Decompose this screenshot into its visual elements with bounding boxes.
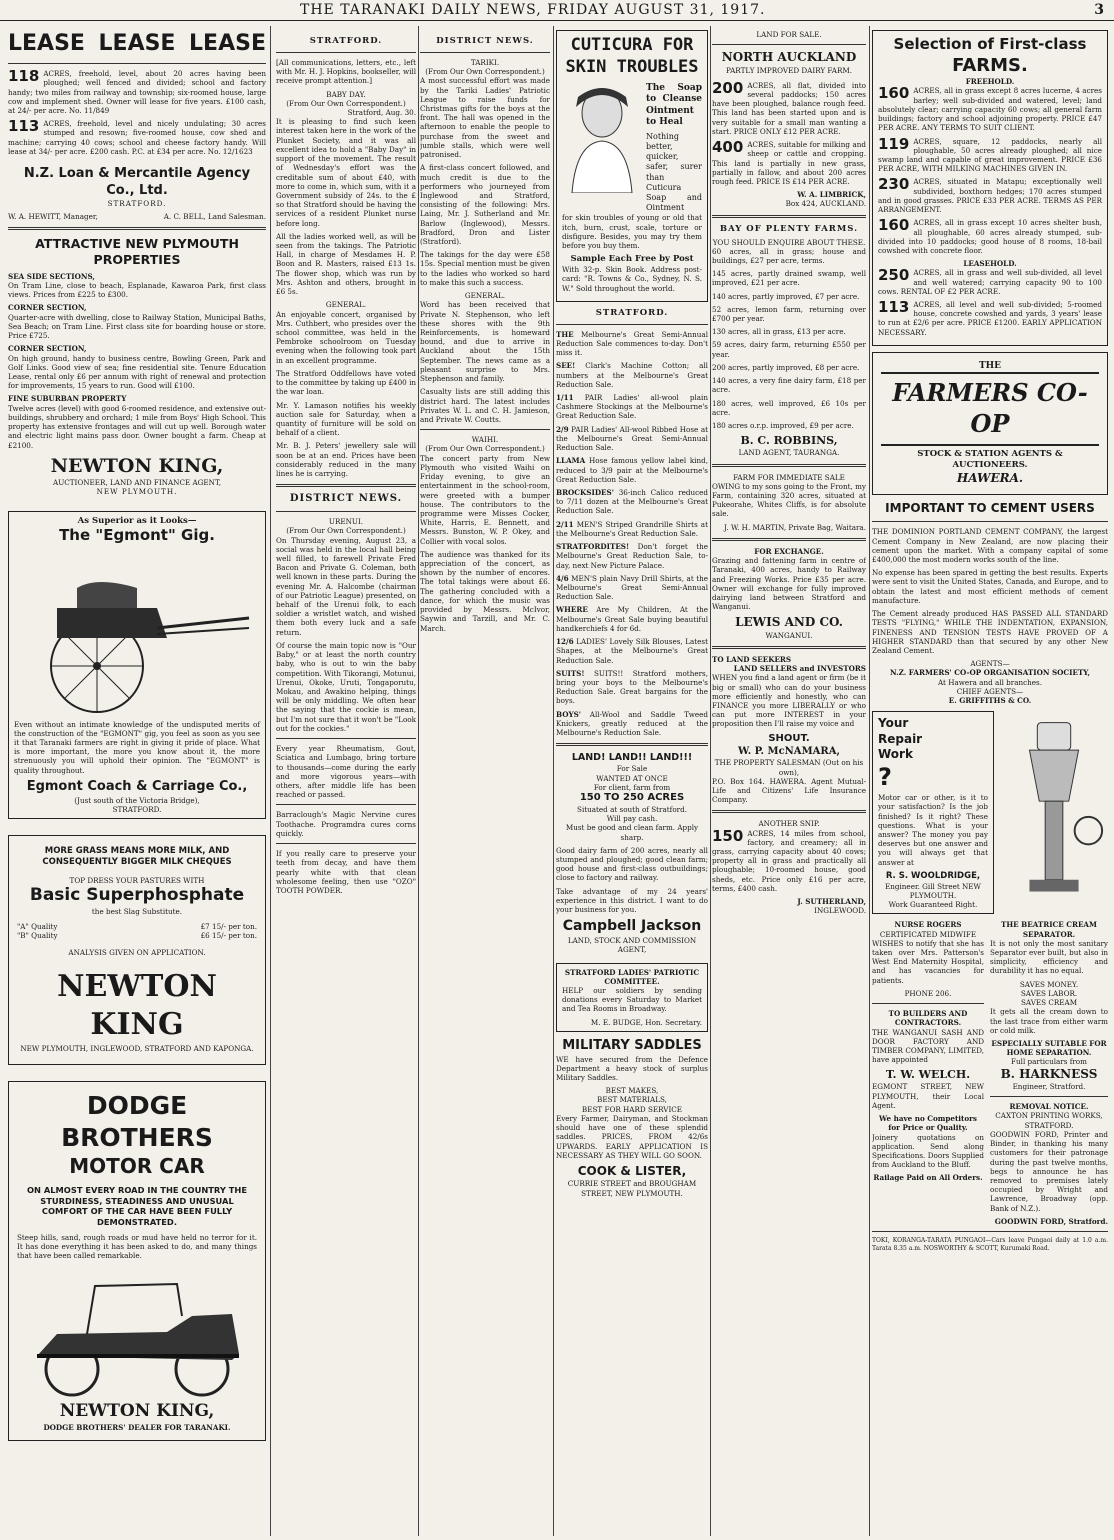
- harkness-sub: Engineer, Stratford.: [1012, 1081, 1086, 1091]
- land-title: LAND! LAND!! LAND!!!: [571, 752, 693, 764]
- cuticura-title-2: SKIN TROUBLES: [565, 56, 699, 77]
- limbrick-address: Box 424, AUCKLAND.: [785, 199, 866, 209]
- district-news-heading: DISTRICT NEWS.: [289, 493, 403, 505]
- dodge-brothers-advert: [8, 1081, 266, 1442]
- article-paragraph: An enjoyable concert, organised by Mrs. Cuthbert, who presides over the school committee, was held in the Pembroke schoolroom on Tuesday evening when the following took part in an excellent programme.: [276, 309, 416, 365]
- article-paragraph: Every year Rheumatism, Gout, Sciatica and Lumbago, bring torture to thousands—come during the early and more vigorous years—with others, after middle life has been reached or passed.: [276, 744, 416, 800]
- cuticura-side: The Soap to Cleanse Ointment to Heal: [646, 82, 702, 128]
- superphosphate-advert: MORE GRASS MEANS MORE MILK, AND CONSEQUENTLY BIGGER MILK CHEQUES TOP DRESS YOUR PASTURES WITH Basic Superphosphate the best Slag Substitute. "A" Quality £7 15/- per ton. "B" Quality £6 15/- per ton. ANALYSIS GIVEN ON APPLICATION. NEWTON KING NEW PLYMOUTH, INGLEWOOD, STRATFORD AND KAPONGA.: [8, 835, 266, 1065]
- freehold-heading: FREEHOLD.: [965, 77, 1015, 87]
- cement-paragraph: The Cement already produced HAS PASSED ALL STANDARD TESTS "FLYING," WHILE THE INDENTATION, EXPANSION, FINENESS AND TENSION TESTS HAVE PROVED OF A HIGHER STANDARD than that secured by any other New Zealand Cement.: [872, 609, 1108, 655]
- farm-listing: 200 acres, partly improved, £8 per acre.: [712, 362, 860, 372]
- lease-word-2: LEASE: [98, 31, 176, 56]
- cream-separator-illustration: [1000, 711, 1108, 911]
- salesman: A. C. BELL, Land Salesman.: [163, 211, 266, 221]
- beatrice-line: SAVES LABOR.: [1020, 988, 1078, 998]
- coach-place: STRATFORD.: [112, 804, 162, 814]
- sale-item: SUITS! SUITS!! Stratford mothers, bring your boys to the Melbourne's Reduction Sale. Great bargains for the boys.: [556, 668, 708, 706]
- dateline: Stratford, Aug. 30.: [347, 107, 416, 117]
- cook-lister-address: CURRIE STREET and BROUGHAM STREET, NEW PLYMOUTH.: [567, 1179, 697, 1198]
- baby-day-heading: BABY DAY.: [326, 89, 366, 99]
- column-2: [276, 30, 416, 1535]
- harkness-name: B. HARKNESS: [1000, 1066, 1098, 1081]
- wooldridge-name: R. S. WOOLDRIDGE,: [885, 870, 981, 881]
- article-paragraph: A most successful effort was made by the Tariki Ladies' Patriotic League to raise funds for Christmas gifts for the boys at the front. The hall was opened in the afternoon to enable the people to purchase from the sweet and jumble stalls, which were well patronised.: [420, 76, 550, 160]
- land-client: For client, farm from: [593, 782, 671, 792]
- repair-t3: Work: [878, 746, 913, 761]
- urenui-heading: URENUI.: [328, 517, 364, 527]
- farm-listing: 130 acres, all in grass, £13 per acre.: [712, 327, 846, 337]
- byline: (From Our Own Correspondent.): [425, 444, 545, 454]
- cement-title: IMPORTANT TO CEMENT USERS: [885, 500, 1095, 515]
- lease-word-1: LEASE: [8, 31, 85, 56]
- cuticura-offer: Sample Each Free by Post: [570, 254, 694, 265]
- cement-chief: CHIEF AGENTS—: [956, 686, 1024, 696]
- article-paragraph: If you really care to preserve your teeth from decay, and have them pearly white with that clean wholesome feeling, then use "OZO" TOOTH POWDER.: [276, 849, 416, 895]
- land-acres: 150 TO 250 ACRES: [579, 792, 685, 804]
- nz-loan-company: N.Z. Loan & Mercantile Agency Co., Ltd.: [23, 166, 251, 198]
- article-paragraph: All the ladies worked well, as will be seen from the takings. The Patriotic Hall, in charge of Mesdames H. P. Boon and R. Masters, raised £13 1s. The flower shop, which was run by Mrs. Ashton and others, brought in £6 5s.: [276, 231, 416, 297]
- byline: (From Our Own Correspondent.): [286, 98, 406, 108]
- leasehold-heading: LEASEHOLD.: [963, 259, 1017, 269]
- tariki-heading: TARIKI.: [470, 57, 500, 67]
- sale-item: 2/9 PAIR Ladies' All-wool Ribbed Hose at the Melbourne's Great Semi-Annual Reduction Sale.: [556, 424, 708, 453]
- farm-listing: 180 acres o.r.p. improved, £9 per acre.: [712, 421, 854, 431]
- column-1: [8, 30, 266, 1535]
- cement-paragraph: THE DOMINION PORTLAND CEMENT COMPANY, the largest Cement Company in New Zealand, are now placing their cement upon the market. With a company capital of some £400,000 the most modern works south of the line.: [872, 527, 1108, 564]
- sutherland-place: INGLEWOOD.: [814, 906, 866, 916]
- cook-lister-name: COOK & LISTER,: [577, 1163, 687, 1178]
- campbell-jackson-name: Campbell Jackson: [562, 918, 702, 935]
- sale-item: BROCKSIDES' 36-inch Calico reduced to 7/11 dozen at the Melbourne's Great Reduction Sale.: [556, 488, 708, 516]
- saddles-text-2: Every Farmer, Dairyman, and Stockman should have one of these splendid saddles. PRICES, FROM 42/6s UPWARDS. EARLY APPLICATION IS NECESSARY AS THEY WILL GO SOON.: [556, 1113, 708, 1160]
- patriotic-sign: M. E. BUDGE, Hon. Secretary.: [590, 1017, 702, 1027]
- sutherland-name: J. SUTHERLAND,: [797, 897, 866, 907]
- wooldridge-work: Work Guaranteed Right.: [888, 900, 978, 910]
- sale-item: THE Melbourne's Great Semi-Annual Reduction Sale commences to-day. Don't miss it.: [556, 329, 708, 358]
- nurse-text: WISHES to notify that she has taken over Mrs. Patterson's West End Maternity Hospital, and has vacancies for patients.: [872, 938, 984, 985]
- mcnamara-sub: THE PROPERTY SALESMAN (Out on his own),: [714, 758, 864, 777]
- farms-title-1: Selection of First-class: [893, 35, 1087, 53]
- removal-text: GOODWIN FORD, Printer and Binder, in thanking his many customers for their patronage during the past twelve months, begs to announce he has removed to premises lately occupied by Wright and Lawrence, Broadway (opp. Bank of N.Z.).: [990, 1129, 1108, 1213]
- cement-at: At Hawera and all branches.: [937, 677, 1042, 687]
- article-paragraph: The concert party from New Plymouth who visited Waihi on Friday evening, to give an entertainment in the school-room, were greeted with a bumper house. The contributors to the programme were Misses Cocker, White, Harris, E. Bennett, and Messrs. Bunston, W. P. Okey, and Collier with vocal solos.: [420, 453, 550, 546]
- stratford-note: [All communications, letters, etc., left with Mr. H. J. Hopkins, bookseller, will receive prompt attention.]: [276, 57, 416, 86]
- welch-joinery: Joinery quotations on application. Send along Specifications. Doors Supplied from Auckland to the Bluff.: [872, 1132, 984, 1170]
- newton-king-name: NEWTON KING,: [50, 454, 224, 477]
- lewis-name: LEWIS AND CO.: [735, 615, 843, 630]
- removal-notice: [990, 1102, 1108, 1226]
- lewis-place: WANGANUI.: [765, 630, 813, 640]
- sale-item: BOYS' All-Wool and Saddle Tweed Knickers, greatly reduced at the Melbourne's Reduction Sale.: [556, 709, 708, 738]
- cuticura-title-1: CUTICURA FOR: [570, 35, 694, 55]
- coach-sub: (Just south of the Victoria Bridge),: [74, 795, 200, 805]
- column-4: [556, 30, 708, 1535]
- article-paragraph: Of course the main topic now is "Our Baby," or at least the north country baby, who is out to win the baby competition. With Tikorangi, Motunui, Urenui, Okoke, Uruti, Tongaporutu, Mokau, and Awakino helping, things will be only middling. We often hear the saying that the cockie is mean, but I'm not sure that it won't be "Look out for the cockies.": [276, 640, 416, 733]
- gig-title: The "Egmont" Gig.: [59, 526, 215, 545]
- land-will: Will pay cash.: [606, 814, 658, 824]
- nurse-sub: CERTIFICATED MIDWIFE: [879, 929, 977, 939]
- page-number: 3: [1094, 2, 1104, 18]
- wooldridge-sub: Engineer. Gill Street NEW PLYMOUTH.: [885, 881, 981, 900]
- general-heading: GENERAL.: [464, 291, 506, 301]
- article-paragraph: The Stratford Oddfellows have voted to the committee by taking up £400 in the war loan.: [276, 368, 416, 397]
- repair-t2: Repair: [878, 731, 923, 746]
- newton-king-places: NEW PLYMOUTH, INGLEWOOD, STRATFORD AND KAPONGA.: [20, 1044, 254, 1054]
- cuticura-side-2: Nothing better, quicker, safer, surer than Cuticura Soap and Ointment: [646, 131, 702, 213]
- beatrice-text-2: It gets all the cream down to the last trace from either warm or cold milk.: [990, 1007, 1108, 1035]
- patriotic-title: STRATFORD LADIES' PATRIOTIC COMMITTEE.: [564, 967, 700, 986]
- bay-of-plenty-sub: YOU SHOULD ENQUIRE ABOUT THESE.: [712, 237, 866, 247]
- article-paragraph: On Thursday evening, August 23, a social was held in the local hall being well filled, to farewell Private Fred Bacon and Private G. Coleman, both well known in these parts. During the evening Mr. A. Halcombe (chairman of our Patriotic League) presented, on behalf of the Urenui folk, to each soldier a wristlet watch, and wished them both every luck and a safe return.: [276, 535, 416, 637]
- another-snip-heading: ANOTHER SNIP.: [758, 819, 820, 829]
- lease-advert: [8, 30, 266, 221]
- martin-name: J. W. H. MARTIN, Private Bag, Waitara.: [724, 522, 866, 532]
- waihi-heading: WAIHI.: [471, 435, 499, 445]
- land-take: Take advantage of my 24 years' experience in this district. I want to do your business for you.: [556, 886, 708, 915]
- builders-advert: [872, 1009, 984, 1183]
- shout: SHOUT.: [768, 732, 810, 744]
- agent-subtitle: AUCTIONEER, LAND AND FINANCE AGENT,: [53, 478, 221, 488]
- gig-text: Even without an intimate knowledge of the undisputed merits of the construction of the "EGMONT" gig, you feel as soon as you see it that Taranaki farmers are right in giving it pride of place. What is more important, the more you know about it, the more strenuously you will uphold their opinion. The "EGMONT" is quality throughout.: [14, 719, 260, 775]
- dodge-agent: NEWTON KING,: [59, 1401, 215, 1422]
- newton-king-big: NEWTON KING: [57, 968, 217, 1042]
- removal-sign: GOODWIN FORD, Stratford.: [994, 1216, 1108, 1226]
- farm-listing: 180 acres, well improved, £6 10s per acre.: [712, 398, 866, 417]
- coop-line-4: HAWERA.: [956, 470, 1024, 485]
- military-saddles-advert: [556, 1038, 708, 1198]
- article-paragraph: A first-class concert followed, and much credit is due to the performers who journeyed from Inglewood and Stratford, consisting of the following: Mrs. Laing, Mr. J. Sutherland and Mr. Barlow (Inglewood), Messrs. Bradford, Dron and Lister (Stratford).: [420, 163, 550, 247]
- agent-place: NEW PLYMOUTH.: [96, 487, 178, 497]
- patriotic-text: HELP our soldiers by sending donations every Saturday to Market and Tea Rooms in Broadway.: [562, 986, 702, 1014]
- patriotic-committee-notice: [556, 963, 708, 1032]
- sale-item: LLAMA Hose famous yellow label kind, reduced to 3/9 pair at the Melbourne's Great Reduction Sale.: [556, 456, 708, 484]
- article-paragraph: Casualty lists are still adding this district hard. The latest includes Privates W. L. and C. H. Jamieson, and Private W. Coutts.: [420, 387, 550, 424]
- saddles-line: BEST FOR HARD SERVICE: [581, 1104, 683, 1114]
- north-auckland-sub: PARTLY IMPROVED DAIRY FARM.: [725, 65, 853, 75]
- seekers-heading-2: LAND SELLERS and INVESTORS: [733, 664, 866, 674]
- coach-company: Egmont Coach & Carriage Co.,: [26, 778, 248, 794]
- farm-listing: 145 acres, partly drained swamp, well improved, £21 per acre.: [712, 269, 866, 288]
- farm-listing: 52 acres, lemon farm, returning over £700 per year.: [712, 304, 866, 324]
- farm-listing: 59 acres, dairy farm, returning £550 per year.: [712, 340, 866, 359]
- cuticura-text: for skin troubles of young or old that itch, burn, crust, scale, torture or disfigure. Besides, you may try them before you buy them.: [562, 213, 702, 251]
- article-paragraph: It is pleasing to find such keen interest taken here in the work of the Plunket Society, and it was all excellent idea to hold a "Baby Day" in support of the movement. The result of Wednesday's effort was the creditable sum of about £40, with more to come in, which sum, with it a Government subsidy of 24s. to the £ so that Stratford should be having the services of a resident Plunket nurse before long.: [276, 117, 416, 228]
- robbins-name: B. C. ROBBINS,: [740, 434, 838, 448]
- gig-illustration: [17, 548, 257, 718]
- cuticura-address: With 32-p. Skin Book. Address post-card: "R. Towns & Co., Sydney, N. S. W." Sold throughout the world.: [562, 265, 702, 293]
- gig-tagline: As Superior as it Looks—: [77, 515, 197, 526]
- land-where: Situated at south of Stratford.: [577, 804, 687, 814]
- grass-headline: MORE GRASS MEANS MORE MILK, AND CONSEQUENTLY BIGGER MILK CHEQUES: [42, 845, 232, 867]
- repair-t1: Your: [878, 716, 909, 731]
- article-paragraph: Barraclough's Magic Nervine cures Toothache. Programdra cures corns quickly.: [276, 810, 416, 838]
- cement-advert: [872, 501, 1108, 705]
- beatrice-esp: ESPECIALLY SUITABLE FOR HOME SEPARATION.: [991, 1038, 1107, 1058]
- limbrick-name: W. A. LIMBRICK,: [797, 190, 866, 200]
- dodge-sub: MOTOR CAR: [69, 1153, 205, 1178]
- nurse-phone: PHONE 206.: [904, 988, 952, 998]
- sale-item: 12/6 LADIES' Lovely Silk Blouses, Latest Shapes, at the Melbourne's Great Reduction Sale.: [556, 637, 708, 665]
- district-news-heading-2: DISTRICT NEWS.: [436, 36, 534, 46]
- welch-name: T. W. WELCH.: [885, 1068, 971, 1082]
- beatrice-line: SAVES MONEY.: [1019, 979, 1079, 989]
- melbourne-sale-list: [556, 330, 708, 738]
- cement-agents: AGENTS—: [970, 659, 1010, 669]
- motor-car-illustration: [17, 1264, 257, 1399]
- coop-line-1: THE: [978, 360, 1002, 371]
- beatrice-title: THE BEATRICE CREAM SEPARATOR.: [1001, 920, 1097, 939]
- exchange-text: Grazing and fattening farm in centre of Taranaki, 400 acres, handy to Railway and Freezing Works. Price £35 per acre. Owner will exchange for fully improved dairying land between Stratford and Wanganui.: [712, 556, 866, 612]
- dodge-text: Steep hills, sand, rough roads or mud have held no terror for it. It has done everything it has been asked to do, and many things that have been called remarkable.: [17, 1232, 257, 1260]
- article-paragraph: Mr. Y. Lamason notifies his weekly auction sale for Saturday, when a quantity of furniture will be sold on behalf of a client.: [276, 400, 416, 438]
- beatrice-text: It is not only the most sanitary Separator ever built, but also in simplicity, efficiency and durability it has no equal.: [990, 938, 1108, 976]
- north-auckland-heading: NORTH AUCKLAND: [721, 50, 857, 65]
- mcnamara-address: P.O. Box 164. HAWERA. Agent Mutual-Life and Citizens' Life Insurance Company.: [712, 776, 866, 805]
- coop-line-3: STOCK & STATION AGENTS & AUCTIONEERS.: [917, 448, 1063, 470]
- lease-item: 113 ACRES, freehold, level and nicely undulating; 30 acres stumped and resown; five-roomed house, cow shed and machine; carrying 40 cows; school and cheese factory handy. Will lease at 34/- per acre. £200 cash. P.C. at £34 per acre. No. 12/1623: [8, 117, 266, 156]
- superphosphate-title: Basic Superphosphate: [29, 884, 245, 905]
- land-sub: For Sale: [616, 764, 648, 774]
- woman-portrait-illustration: [562, 83, 642, 193]
- saddles-text: WE have secured from the Defence Department a heavy stock of surplus Military Saddles.: [556, 1054, 708, 1082]
- bay-of-plenty-list: [712, 247, 866, 431]
- attractive-heading: ATTRACTIVE NEW PLYMOUTH PROPERTIES: [35, 235, 239, 267]
- repair-text: Motor car or other, is it to your satisfaction? Is the job finished? Is it right? These questions. What is your answer? The money you pay deserves but one answer and you will always get that answer at: [878, 793, 988, 867]
- saddles-line: BEST MATERIALS,: [597, 1095, 667, 1105]
- sale-item: 1/11 PAIR Ladies' all-wool plain Cashmere Stockings at the Melbourne's Great Reduction Sale.: [556, 393, 708, 421]
- sale-item: SEE! Clark's Machine Cotton; all numbers at the Melbourne's Great Reduction Sale.: [556, 361, 708, 389]
- nurse-rogers-advert: [872, 920, 984, 998]
- egmont-gig-advert: [8, 511, 266, 819]
- robbins-sub: LAND AGENT, TAURANGA.: [738, 448, 840, 458]
- cement-society: N.Z. FARMERS' CO-OP ORGANISATION SOCIETY,: [889, 668, 1091, 678]
- removal-sub: CAXTON PRINTING WORKS, STRATFORD.: [995, 1111, 1103, 1130]
- removal-title: REMOVAL NOTICE.: [1009, 1102, 1089, 1112]
- first-class-farms-advert: Selection of First-class FARMS. FREEHOLD. 160 ACRES, all in grass except 8 acres lucerne, 4 acres barley; well sub-divided and watered, level; land absolutely clear; carrying capacity 60 cows; all general farm buildings; factory and school adjoining property. PRICE £47 PER ACRE. ANY TERMS TO SUIT CLIENT. 119 ACRES, square, 12 paddocks, nearly all ploughable, 50 acres already ploughed; all nice swamp land and capable of great improvement. PRICE £36 PER ACRE, WITH MILKING MACHINES GIVEN IN. 230 ACRES, situated in Matapu; exceptionally well subdivided, boxthorn hedges; 170 acres stumped and in good grasses. PRICE £33 PER ACRE. TERMS AS PER ARRANGEMENT. 160 ACRES, all in grass except 10 acres shelter bush, all ploughable, 60 acres already stumped, sub-divided into 10 paddocks; good house of 8 rooms, 18-bail cowshed with concrete floor. LEASEHOLD. 250 ACRES, all in grass and well sub-divided, all level and well watered; carrying capacity 90 to 100 cows. RENTAL OF £2 PER ACRE. 113 ACRES, all level and well sub-divided; 5-roomed house, concrete cowshed and yards, 3 years' lease to run at £2/6 per acre. PRICE £1200. EARLY APPLICATION NECESSARY.: [872, 30, 1108, 346]
- article-paragraph: The audience was thanked for its appreciation of the concert, as shown by the number of encores. The total takings were about £6. The gathering concluded with a dance, for which the music was provided by Messrs. McIvor, Saywin and Tarzill, and Mr. C. March.: [420, 549, 550, 633]
- dodge-title: DODGE BROTHERS: [61, 1090, 213, 1152]
- lease-word-3: LEASE: [189, 31, 266, 56]
- question-mark-icon: ?: [878, 763, 892, 792]
- farm-listing: 140 acres, partly improved, £7 per acre.: [712, 291, 860, 301]
- welch-address: EGMONT STREET, NEW PLYMOUTH, their Local Agent.: [872, 1082, 984, 1110]
- article-paragraph: Mr. B. J. Peters' jewellery sale will soon be at an end. Prices have been considerably reduced in the many lines he is carrying.: [276, 441, 416, 479]
- lease-item: 118 ACRES, freehold, level, about 20 acres having been ploughed; well fenced and divided; school and factory handy; two miles from railway and township; six-roomed house, large cow and implement shed. Owner will lease for five years. £100 cash, at 24/- per acre. No. 11/849: [8, 67, 266, 116]
- new-plymouth-properties-advert: ATTRACTIVE NEW PLYMOUTH PROPERTIES SEA SIDE SECTIONS, On Tram Line, close to beach, Esplanade, Kawaroa Park, first class views. Prices from £225 to £300. CORNER SECTION, Quarter-acre with dwelling, close to Railway Station, Municipal Baths, Sea Beach; on Tram Line. First class site for boarding house or store. Price £725. CORNER SECTION, On high ground, handy to business centre, Bowling Green, Park and Golf Links. Good view of sea; fine residential site. Tenure Education Lease, rental only £6 per annum with right of renewal and protection for improvements, 15 years to run. Good will £100. FINE SUBURBAN PROPERTY Twelve acres (level) with good 6-roomed residence, and extensive out-buildings, shrubbery and orchard; 1 mile from Boys' High School. This property has extensive frontages and will cut up well. Borough water and electric light mains pass door. Owner bought a farm. Cheap at £2100. NEWTON KING, AUCTIONEER, LAND AND FINANCE AGENT, NEW PLYMOUTH.: [8, 235, 266, 497]
- land-paragraph: Good dairy farm of 200 acres, nearly all stumped and ploughed; good clean farm; good house and first-class outbuildings; close to factory and railway.: [556, 845, 708, 883]
- sale-item: 4/6 MEN'S plain Navy Drill Shirts, at the Melbourne's Great Semi-Annual Reduction Sale.: [556, 573, 708, 602]
- saddles-line: BEST MAKES,: [605, 1086, 659, 1096]
- repair-work-advert: [872, 711, 994, 914]
- beatrice-separator-advert: [990, 920, 1108, 1091]
- sale-item: 2/11 MEN'S Striped Grandrille Shirts at the Melbourne's Great Reduction Sale.: [556, 519, 708, 538]
- stratford-heading: STRATFORD.: [309, 36, 383, 46]
- cement-griffiths: E. GRIFFITHS & CO.: [948, 696, 1032, 706]
- article-paragraph: The takings for the day were £58 15s. Special mention must be given to the ladies who worked so hard to make this such a success.: [420, 250, 550, 287]
- analysis-note: ANALYSIS GIVEN ON APPLICATION.: [68, 948, 206, 958]
- farms-title-2: FARMS.: [952, 55, 1028, 77]
- coach-timetable-note: TOKI, KORANGA-TARATA PUNGAOI—Cars leave Pungaoi daily at 1.0 a.m. Tarata 8.35 a.m. NOSWORTHY & SCOTT, Kurumaki Road.: [872, 1237, 1108, 1252]
- bay-of-plenty-heading: BAY OF PLENTY FARMS.: [719, 223, 859, 234]
- coop-line-2: FARMERS CO-OP: [881, 372, 1099, 445]
- builders-text: THE WANGANUI SASH AND DOOR FACTORY AND TIMBER COMPANY, LIMITED, have appointed: [872, 1027, 984, 1065]
- cement-paragraph: No expense has been spared in getting the best results. Experts were sent to visit the United States, Canada, and Europe, and to obtain the latest and most efficient methods of cement manufacture.: [872, 568, 1108, 605]
- company-place: STRATFORD.: [107, 199, 167, 209]
- land-for-sale-heading: LAND FOR SALE.: [756, 30, 822, 39]
- campbell-jackson-sub: LAND, STOCK AND COMMISSION AGENT,: [567, 936, 697, 955]
- cuticura-advert: [556, 30, 708, 302]
- stratford-heading-2: STRATFORD.: [595, 307, 669, 318]
- farm-listing: 140 acres, a very fine dairy farm, £18 per acre.: [712, 376, 866, 395]
- byline: (From Our Own Correspondent.): [286, 526, 406, 536]
- sale-item: STRATFORDITES! Don't forget the Melbourne's Great Reduction Sale, to-day, next New Picture Palace.: [556, 542, 708, 570]
- builders-title: TO BUILDERS AND CONTRACTORS.: [888, 1009, 968, 1028]
- land-want: WANTED AT ONCE: [596, 773, 668, 783]
- saddles-title: MILITARY SADDLES: [562, 1037, 702, 1053]
- article-paragraph: Word has been received that Private N. Stephenson, who left these shores with the 9th Reinforcements, is homeward bound, and due to arrive in Auckland about the 15th September. The news came as a pleasant surprise to Mrs. Stephenson and family.: [420, 300, 550, 384]
- dodge-tagline: ON ALMOST EVERY ROAD IN THE COUNTRY THE STURDINESS, STEADINESS AND UNUSUAL COMFORT OF THE CAR HAVE BEEN FULLY DEMONSTRATED.: [26, 1185, 248, 1227]
- seekers-text: WHEN you find a land agent or firm (be it big or small) who can do your business more efficiently and honestly, who can FINANCE you more LIBERALLY or who can put more INTEREST in your proposition then I'll raise my voice and: [712, 673, 866, 729]
- land-good: Must be good and clean farm. Apply sharp.: [565, 823, 699, 842]
- immediate-sale-heading: FARM FOR IMMEDIATE SALE: [733, 472, 845, 482]
- nurse-title: NURSE ROGERS: [894, 920, 962, 930]
- manager: W. A. HEWITT, Manager,: [8, 211, 98, 221]
- sale-item: WHERE Are My Children, At the Melbourne's Great Sale buying beautiful handkerchiefs 4 for 6d.: [556, 605, 708, 633]
- grass-sub2: the best Slag Substitute.: [91, 906, 183, 916]
- welch-competitors: We have no Competitors for Price or Quality.: [879, 1114, 977, 1133]
- beatrice-line: SAVES CREAM: [1020, 998, 1078, 1008]
- grass-sub: TOP DRESS YOUR PASTURES WITH: [69, 875, 205, 885]
- farmers-coop-advert: [872, 352, 1108, 495]
- land-wanted-advert: [556, 752, 708, 954]
- immediate-sale-text: OWING to my sons going to the Front, my Farm, containing 320 acres, situated at Pukeorahe, Whites Cliffs, is for absolute sale.: [712, 481, 866, 519]
- dodge-agent-sub: DODGE BROTHERS' DEALER FOR TARANAKI.: [43, 1422, 231, 1432]
- farm-listing: 60 acres, all in grass; house and buildings, £27 per acre, terms.: [712, 246, 866, 265]
- masthead-title: THE TARANAKI DAILY NEWS, FRIDAY AUGUST 31, 1917.: [300, 2, 766, 18]
- byline: (From Our Own Correspondent.): [425, 67, 545, 77]
- mcnamara-name: W. P. McNAMARA,: [738, 745, 840, 757]
- column-5: LAND FOR SALE. NORTH AUCKLAND PARTLY IMPROVED DAIRY FARM. 200 ACRES, all flat, divided into several paddocks; 150 acres have been ploughed, balance rough feed. This land has been started upon and is very suitable for a small man wanting a start. PRICE ONLY £12 PER ACRE. 400 ACRES, suitable for milking and sheep or cattle and cropping. This land is partially in new grass, partially in fallow, and about 200 acres rough feed. PRICE IS £14 PER ACRE. W. A. LIMBRICK, Box 424, AUCKLAND. BAY OF PLENTY FARMS. YOU SHOULD ENQUIRE ABOUT THESE. 60 acres, all in grass; house and buildings, £27 per acre, terms. 145 acres, partly drained swamp, well improved, £21 per acre. 140 acres, partly improved, £7 per acre. 52 acres, lemon farm, returning over £700 per year. 130 acres, all in grass, £13 per acre. 59 acres, dairy farm, returning £550 per year. 200 acres, partly improved, £8 per acre. 140 acres, a very fine dairy farm, £18 per acre. 180 acres, well improved, £6 10s per acre. 180 acres o.r.p. improved, £9 per acre. B. C. ROBBINS, LAND AGENT, TAURANGA. FARM FOR IMMEDIATE SALE OWING to my sons going to the Front, my Farm, containing 320 acres, situated at Pukeorahe, Whites Cliffs, is for absolute sale. J. W. H. MARTIN, Private Bag, Waitara. FOR EXCHANGE. Grazing and fattening farm in centre of Taranaki, 400 acres, handy to Railway and Freezing Works. Price £35 per acre. Owner will exchange for fully improved dairying land between Stratford and Wanganui. LEWIS AND CO. WANGANUI. TO LAND SEEKERS LAND SELLERS and INVESTORS WHEN you find a land agent or firm (be it big or small) who can do your business more efficiently and honestly, who can FINANCE you more LIBERALLY or who can put more INTEREST in your proposition then I'll raise my voice and SHOUT. W. P. McNAMARA, THE PROPERTY SALESMAN (Out on his own), P.O. Box 164. HAWERA. Agent Mutual-Life and Citizens' Life Insurance Company. ANOTHER SNIP. 150 ACRES, 14 miles from school, factory, and creamery; all in grass, carrying capacity about 40 cows; property all in grass and practically all ploughable; 10-roomed house, good sheds, etc. Price only £16 per acre, terms, £400 cash. J. SUTHERLAND, INGLEWOOD.: [712, 30, 866, 916]
- seekers-heading: TO LAND SEEKERS: [712, 654, 792, 664]
- masthead: [0, 0, 1114, 21]
- general-heading: GENERAL.: [325, 300, 367, 310]
- exchange-heading: FOR EXCHANGE.: [754, 546, 824, 556]
- column-3: [420, 30, 550, 1535]
- column-6: [872, 30, 1108, 1535]
- beatrice-from: Full particulars from: [1011, 1057, 1087, 1067]
- welch-railage: Railage Paid on All Orders.: [873, 1173, 983, 1183]
